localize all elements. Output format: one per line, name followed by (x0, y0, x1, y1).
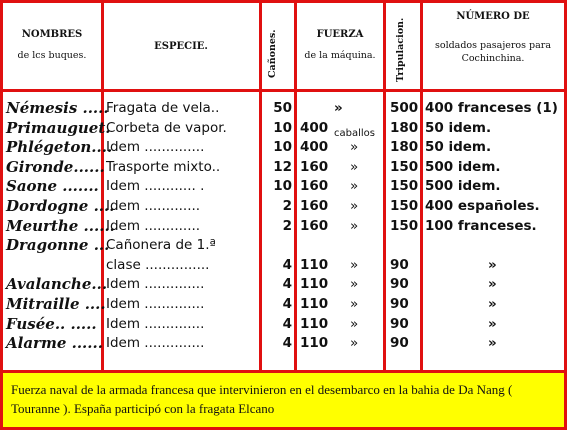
cannons: 4 (282, 335, 292, 352)
ship-name: Fusée.. ..... (6, 314, 97, 333)
soldiers: 50 idem. (425, 139, 492, 156)
cannons: 4 (282, 256, 292, 273)
ship-name: Dordogne .... (6, 197, 115, 215)
ship-name: Meurthe ...... (6, 216, 115, 235)
engine-power: 160 (300, 178, 329, 195)
engine-power-unit: » (350, 296, 359, 312)
engine-power-unit: » (350, 158, 359, 175)
cannons: 4 (282, 276, 292, 293)
cannons: 4 (282, 296, 292, 312)
ship-type: Corbeta de vapor. (106, 119, 227, 136)
engine-power-unit: » (350, 198, 359, 214)
column-divider (383, 0, 386, 370)
soldiers: 400 franceses (1) (425, 100, 558, 116)
engine-power: 110 (300, 335, 329, 352)
engine-power-unit: » (350, 217, 359, 234)
cannons: 50 (273, 100, 292, 116)
header-canones: Cañones. (267, 29, 278, 78)
ship-type: Idem .............. (106, 139, 205, 156)
cannons: 2 (282, 217, 292, 234)
ship-type: clase ............... (106, 256, 210, 273)
engine-power-unit: » (350, 178, 359, 195)
engine-power: 400 (300, 139, 329, 156)
crew: 90 (390, 256, 409, 273)
crew: 90 (390, 296, 409, 312)
crew: 90 (390, 276, 409, 293)
ship-name: Némesis ..... (6, 99, 109, 117)
ship-type: Idem ............. (106, 198, 201, 214)
soldiers: 400 españoles. (425, 198, 540, 214)
header-numero (424, 10, 562, 65)
engine-power-unit: » (350, 335, 359, 352)
cannons: 2 (282, 198, 292, 214)
ship-type: Idem .............. (106, 335, 205, 352)
ship-type: Cañonera de 1.ª (106, 237, 216, 254)
caption-box (3, 373, 564, 427)
engine-power: 110 (300, 256, 329, 273)
engine-power: 110 (300, 276, 329, 293)
column-divider (259, 0, 262, 370)
engine-power: » (334, 100, 343, 116)
ship-type: Idem .............. (106, 276, 205, 293)
cannons: 4 (282, 315, 292, 332)
header-nombres-line2: de lcs buques. (17, 50, 87, 61)
ship-name: Mitraille .... (6, 295, 106, 313)
ship-name: Saone ....... (6, 177, 99, 196)
ship-name: Avalanche... (6, 275, 108, 294)
soldiers: » (488, 276, 497, 293)
header-numero-line2: soldados pasajeros para (434, 40, 552, 51)
crew: 150 (390, 198, 419, 214)
engine-power: 160 (300, 158, 329, 175)
ship-name: Gironde...... (6, 157, 105, 176)
header-numero-line3: Cochinchina. (461, 53, 525, 64)
engine-power-unit: caballos (334, 127, 375, 139)
crew: 150 (390, 178, 419, 195)
engine-power: 110 (300, 296, 329, 312)
soldiers: 100 franceses. (425, 217, 537, 234)
column-divider (101, 0, 104, 370)
ship-name: Primauguet. (6, 118, 111, 137)
crew: 180 (390, 139, 419, 156)
soldiers: » (488, 256, 497, 273)
crew: 150 (390, 217, 419, 234)
header-fuerza-line2: de la máquina. (304, 50, 376, 61)
column-divider (294, 0, 297, 370)
engine-power: 160 (300, 198, 329, 214)
header-especie-label: ESPECIE. (154, 41, 208, 52)
header-fuerza-line1: FUERZA (316, 29, 364, 40)
crew: 150 (390, 158, 419, 175)
ship-type: Idem ............ . (106, 178, 205, 195)
header-tripulacion: Tripulacion. (395, 17, 406, 82)
header-nombres (4, 28, 100, 62)
soldiers: » (488, 315, 497, 332)
ship-type: Fragata de vela.. (106, 100, 220, 116)
header-especie (105, 40, 257, 53)
column-divider (420, 0, 423, 370)
caption-text: Fuerza naval de la armada francesa que intervinieron en el desembarco en la bahia de Da Nang ( Touranne ). España participó con la fragata Elcano (11, 382, 513, 416)
header-fuerza (298, 28, 382, 62)
cannons: 12 (273, 158, 292, 175)
engine-power: 110 (300, 315, 329, 332)
header-divider (0, 89, 567, 92)
cannons: 10 (273, 139, 292, 156)
soldiers: 500 idem. (425, 158, 501, 175)
engine-power: 160 (300, 217, 329, 234)
cannons: 10 (273, 119, 292, 136)
crew: 180 (390, 119, 419, 136)
soldiers: 500 idem. (425, 178, 501, 195)
header-nombres-line1: NOMBRES (21, 29, 83, 40)
crew: 90 (390, 315, 409, 332)
ship-type: Trasporte mixto.. (106, 158, 221, 175)
ship-type: Idem ............. (106, 217, 201, 234)
engine-power-unit: » (350, 139, 359, 156)
soldiers: » (488, 335, 497, 352)
engine-power-unit: » (350, 256, 359, 273)
cannons: 10 (273, 178, 292, 195)
engine-power-unit: » (350, 276, 359, 293)
ship-name: Dragonne ... (6, 236, 110, 255)
crew: 500 (390, 100, 419, 116)
header-numero-line1: NÚMERO DE (456, 11, 530, 22)
crew: 90 (390, 335, 409, 352)
soldiers: » (488, 296, 497, 312)
ship-type: Idem .............. (106, 296, 205, 312)
ship-name: Phlégeton.... (6, 138, 113, 157)
engine-power: 400 (300, 119, 329, 136)
soldiers: 50 idem. (425, 119, 492, 136)
engine-power-unit: » (350, 315, 359, 332)
ship-type: Idem .............. (106, 315, 205, 332)
ship-name: Alarme ...... (6, 334, 103, 353)
